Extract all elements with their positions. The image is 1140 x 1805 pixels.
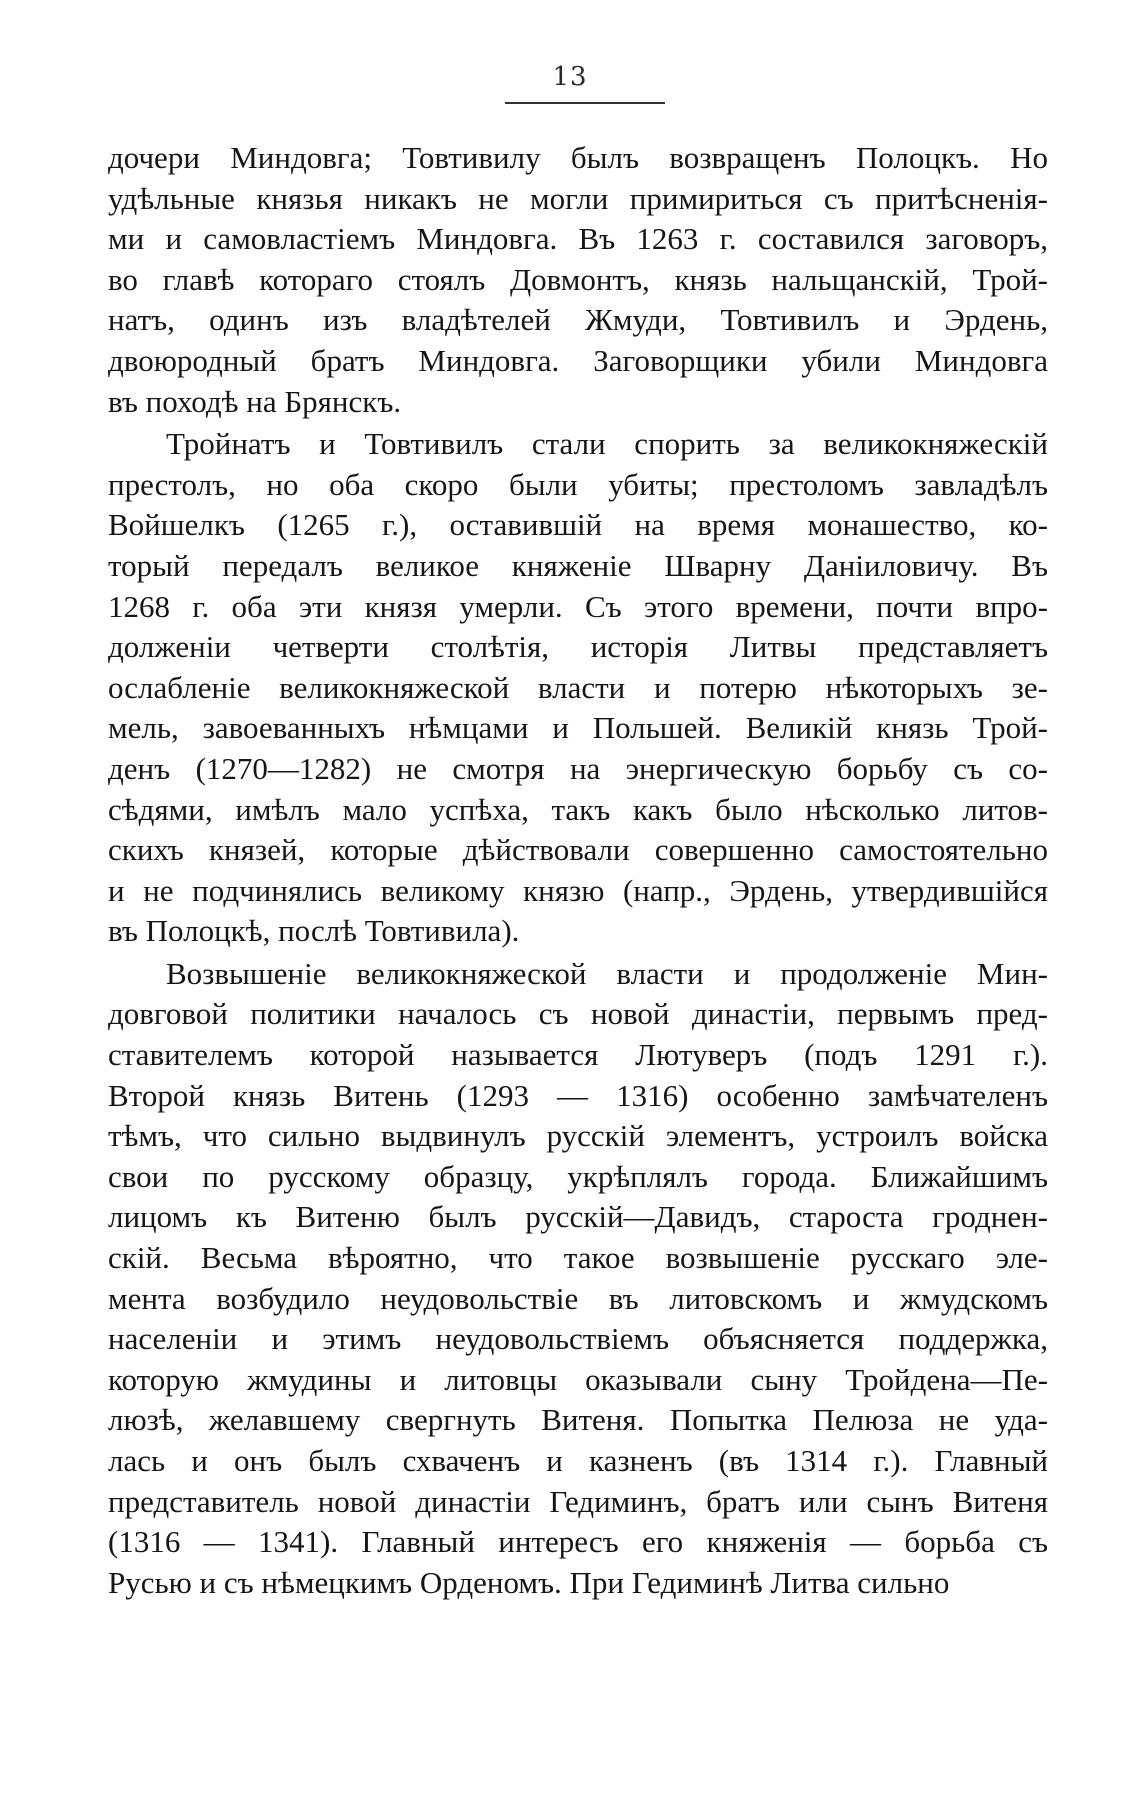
text-line: населеніи и этимъ неудовольствіемъ объясняется поддержка, (108, 1321, 1048, 1357)
page-number: 13 (552, 62, 588, 92)
text-line: ставителемъ которой называется Лютуверъ (подъ 1291 г.). (108, 1037, 1048, 1073)
text-line: довговой политики началось съ новой династіи, первымъ пред- (108, 996, 1048, 1032)
text-line: и не подчинялись великому князю (напр., Эрдень, утвердившійся (108, 872, 1048, 908)
text-line: скій. Весьма вѣроятно, что такое возвышеніе русскаго эле- (108, 1240, 1048, 1276)
text-line: люзѣ, желавшему свергнуть Витеня. Попытка Пелюза не уда- (108, 1402, 1048, 1438)
text-line: долженіи четверти столѣтія, исторія Литвы представляетъ (108, 629, 1048, 665)
text-line: (1316 — 1341). Главный интересъ его княженія — борьба съ (108, 1524, 1048, 1560)
text-line: во главѣ котораго стоялъ Довмонтъ, князь нальщанскій, Трой- (108, 261, 1048, 297)
text-line: свои по русскому образцу, укрѣплялъ города. Ближайшимъ (108, 1158, 1048, 1194)
text-line: дочери Миндовга; Товтивилу былъ возвращенъ Полоцкъ. Но (108, 140, 1048, 175)
text-line: Второй князь Витень (1293 — 1316) особенно замѣчателенъ (108, 1077, 1048, 1113)
text-line: Русью и съ нѣмецкимъ Орденомъ. При Гедиминѣ Литва сильно (108, 1564, 950, 1600)
text-line: Возвышеніе великокняжеской власти и продолженіе Мин- (166, 955, 1048, 991)
text-line: ми и самовластіемъ Миндовга. Въ 1263 г. составился заговоръ, (108, 221, 1048, 257)
text-line: ослабленіе великокняжеской власти и потерю нѣкоторыхъ зе- (108, 669, 1048, 705)
text-line: престолъ, но оба скоро были убиты; престоломъ завладѣлъ (108, 466, 1048, 502)
text-line: тѣмъ, что сильно выдвинулъ русскій элементъ, устроилъ войска (108, 1118, 1048, 1154)
text-line: натъ, одинъ изъ владѣтелей Жмуди, Товтивилъ и Эрдень, (108, 302, 1048, 338)
text-line: Войшелкъ (1265 г.), оставившій на время монашество, ко- (108, 507, 1048, 543)
text-line: мента возбудило неудовольствіе въ литовскомъ и жмудскомъ (108, 1280, 1048, 1316)
page-number-rule (505, 102, 665, 104)
text-line: денъ (1270—1282) не смотря на энергическую борьбу съ со- (108, 750, 1048, 786)
paragraph (108, 138, 1048, 422)
text-line: удѣльные князья никакъ не могли примириться съ притѣсненія- (108, 180, 1048, 216)
text-line: въ Полоцкѣ, послѣ Товтивила). (108, 913, 520, 949)
text-line: въ походѣ на Брянскъ. (108, 383, 402, 419)
text-line: Тройнатъ и Товтивилъ стали спорить за великокняжескій (166, 426, 1048, 462)
body-text (108, 138, 1048, 1603)
text-line: лицомъ къ Витеню былъ русскій—Давидъ, староста гроднен- (108, 1199, 1048, 1235)
text-line: представитель новой династіи Гедиминъ, братъ или сынъ Витеня (108, 1483, 1048, 1519)
text-line: которую жмудины и литовцы оказывали сыну Тройдена—Пе- (108, 1361, 1048, 1397)
text-line: торый передалъ великое княженіе Шварну Даніиловичу. Въ (108, 547, 1048, 583)
paragraph (108, 424, 1048, 952)
text-line: лась и онъ былъ схваченъ и казненъ (въ 1314 г.). Главный (108, 1443, 1048, 1478)
text-line: двоюродный братъ Миндовга. Заговорщики убили Миндовга (108, 342, 1048, 378)
text-line: сѣдями, имѣлъ мало успѣха, такъ какъ было нѣсколько литов- (108, 791, 1048, 827)
text-line: скихъ князей, которые дѣйствовали совершенно самостоятельно (108, 832, 1048, 868)
paragraph (108, 954, 1048, 1604)
text-line: мель, завоеванныхъ нѣмцами и Польшей. Великій князь Трой- (108, 710, 1048, 746)
text-line: 1268 г. оба эти князя умерли. Съ этого времени, почти впро- (108, 588, 1048, 624)
